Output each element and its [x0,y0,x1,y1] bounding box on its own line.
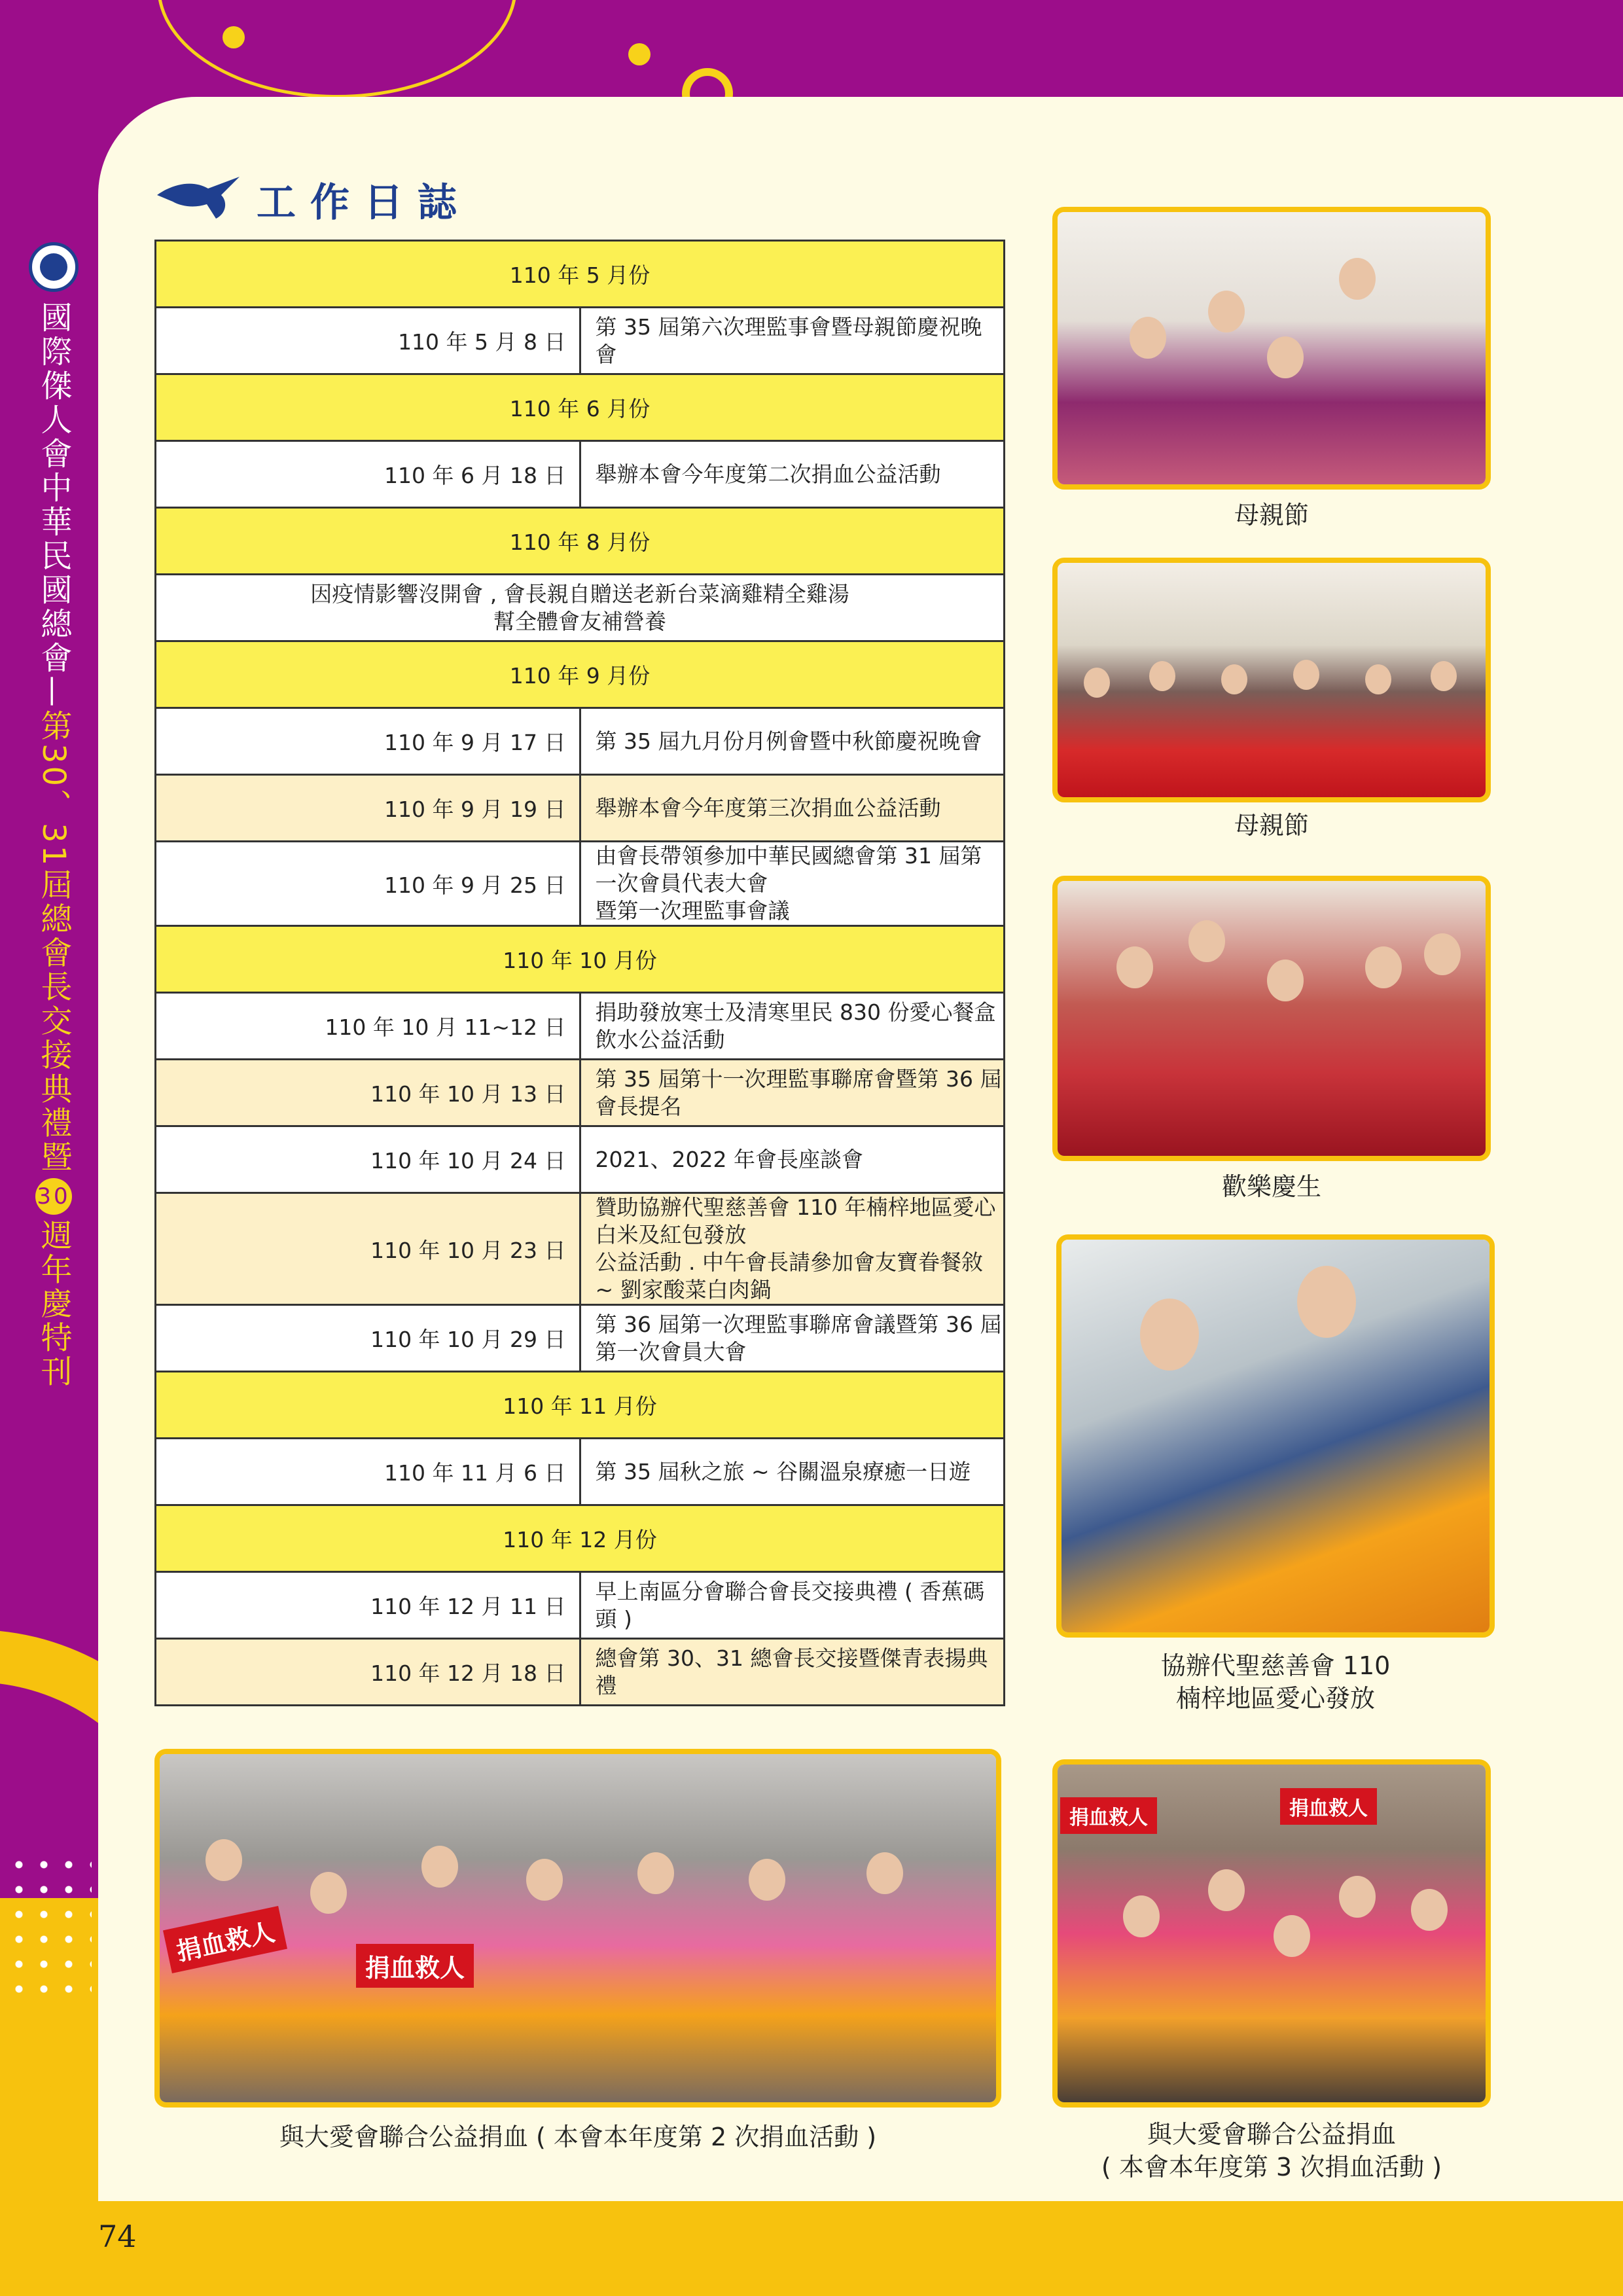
sidebar-anniversary-badge: 30 [35,1178,72,1215]
entry-event-line: 贊助協辦代聖慈善會 110 年楠梓地區愛心白米及紅包發放 [595,1194,996,1247]
entry-event [580,1193,1005,1305]
entry-event: 第 35 屆秋之旅 ~ 谷關溫泉療癒一日遊 [580,1439,1005,1505]
entry-event-line: 暨第一次理監事會議 [595,898,790,924]
log-entry-row [156,775,1005,842]
entry-date: 110 年 11 月 6 日 [156,1439,580,1505]
decorative-dots [7,1852,92,2003]
caption-blood-donation-2: 與大愛會聯合公益捐血 ( 本會本年度第 2 次捐血活動 ) [279,2123,877,2151]
caption-blood-donation-3-line1: 與大愛會聯合公益捐血 [1147,2120,1396,2149]
caption-charity-line1: 協辦代聖慈善會 110 [1160,1651,1391,1680]
month-header-row [156,508,1005,575]
log-entry-row [156,1305,1005,1372]
month-header-row [156,641,1005,708]
sidebar-special-issue: 週年慶特刊 [35,1219,72,1390]
entry-date: 110 年 10 月 11~12 日 [156,993,580,1060]
caption-mothers-day-2: 母親節 [1234,811,1309,840]
entry-date: 110 年 9 月 25 日 [156,842,580,926]
sign-blood-donation: 捐血救人 [1060,1797,1157,1834]
month-header-row [156,241,1005,308]
entry-date: 110 年 10 月 29 日 [156,1305,580,1372]
entry-date: 110 年 10 月 13 日 [156,1060,580,1126]
caption-blood-donation-3 [1052,2118,1491,2183]
entry-event: 總會第 30、31 總會長交接暨傑青表揚典禮 [580,1639,1005,1706]
log-entry-row [156,1639,1005,1706]
entry-event: 第 35 屆第六次理監事會暨母親節慶祝晚會 [580,308,1005,374]
entry-event-line: 公益活動 . 中午會長請參加會友寶眷餐敘 ~ 劉家酸菜白肉鍋 [595,1249,983,1302]
note-line: 因疫情影響沒開會 , 會長親自贈送老新台菜滴雞精全雞湯 [310,581,849,607]
sign-blood-donation: 捐血救人 [356,1944,474,1988]
photo-mothers-day-2 [1052,558,1491,802]
log-entry-row [156,1060,1005,1126]
caption-charity-distribution [1056,1649,1495,1715]
note-cell [156,575,1005,641]
sidebar-title [27,301,80,1389]
sidebar-org-name: 國際傑人會中華民國總會 [35,301,72,675]
decorative-dot [223,26,245,48]
month-header-row [156,926,1005,993]
month-header-row [156,1372,1005,1439]
entry-event [580,842,1005,926]
log-entry-row [156,993,1005,1060]
caption-mothers-day-1: 母親節 [1234,501,1309,529]
log-entry-row [156,842,1005,926]
entry-event: 第 36 屆第一次理監事聯席會議暨第 36 屆第一次會員大會 [580,1305,1005,1372]
caption-birthday: 歡樂慶生 [1221,1172,1321,1201]
caption-blood-donation-3-line2: ( 本會本年度第 3 次捐血活動 ) [1101,2153,1442,2181]
entry-event: 2021、2022 年會長座談會 [580,1126,1005,1193]
log-entry-row [156,308,1005,374]
caption-charity-line2: 楠梓地區愛心發放 [1175,1684,1375,1713]
log-entry-row [156,1572,1005,1639]
log-entry-row [156,1126,1005,1193]
month-label: 110 年 8 月份 [156,508,1005,575]
page-title: 工作日誌 [257,180,471,226]
sign-blood-donation: 捐血救人 [1280,1788,1377,1825]
entry-event-line: 由會長帶領參加中華民國總會第 31 屆第一次會員代表大會 [595,843,982,896]
entry-event: 第 35 屆九月份月例會暨中秋節慶祝晚會 [580,708,1005,775]
entry-date: 110 年 12 月 11 日 [156,1572,580,1639]
bird-icon [156,175,241,221]
month-label: 110 年 6 月份 [156,374,1005,441]
photo-mothers-day-1 [1052,207,1491,490]
photo-blood-donation-3 [1052,1759,1491,2108]
entry-date: 110 年 10 月 23 日 [156,1193,580,1305]
sidebar-event-name: 第30、31屆總會長交接典禮暨 [35,709,72,1175]
log-entry-row [156,1439,1005,1505]
month-label: 110 年 11 月份 [156,1372,1005,1439]
month-label: 110 年 9 月份 [156,641,1005,708]
entry-event: 舉辦本會今年度第三次捐血公益活動 [580,775,1005,842]
entry-date: 110 年 12 月 18 日 [156,1639,580,1706]
entry-event: 舉辦本會今年度第二次捐血公益活動 [580,441,1005,508]
log-entry-row [156,708,1005,775]
entry-date: 110 年 6 月 18 日 [156,441,580,508]
sidebar-dash: — [35,675,72,709]
entry-event: 捐助發放寒士及清寒里民 830 份愛心餐盒飲水公益活動 [580,993,1005,1060]
jaycees-logo-icon [29,242,79,292]
entry-date: 110 年 9 月 19 日 [156,775,580,842]
entry-date: 110 年 5 月 8 日 [156,308,580,374]
note-line: 幫全體會友補營養 [493,608,666,634]
month-label: 110 年 10 月份 [156,926,1005,993]
month-label: 110 年 12 月份 [156,1505,1005,1572]
bottom-band [0,2193,1623,2296]
photo-charity-distribution [1056,1234,1495,1638]
log-entry-row [156,1193,1005,1305]
entry-event: 第 35 屆第十一次理監事聯席會暨第 36 屆會長提名 [580,1060,1005,1126]
work-log-table [154,240,1005,1706]
month-header-row [156,374,1005,441]
month-header-row [156,1505,1005,1572]
log-entry-row [156,441,1005,508]
month-label: 110 年 5 月份 [156,241,1005,308]
photo-blood-donation-2 [154,1749,1001,2108]
sign-blood-donation: 捐血救人 [163,1906,287,1973]
entry-date: 110 年 9 月 17 日 [156,708,580,775]
page-number: 74 [98,2219,137,2254]
entry-date: 110 年 10 月 24 日 [156,1126,580,1193]
decorative-dot [628,43,651,65]
note-row [156,575,1005,641]
photo-birthday [1052,876,1491,1161]
entry-event: 早上南區分會聯合會長交接典禮 ( 香蕉碼頭 ) [580,1572,1005,1639]
